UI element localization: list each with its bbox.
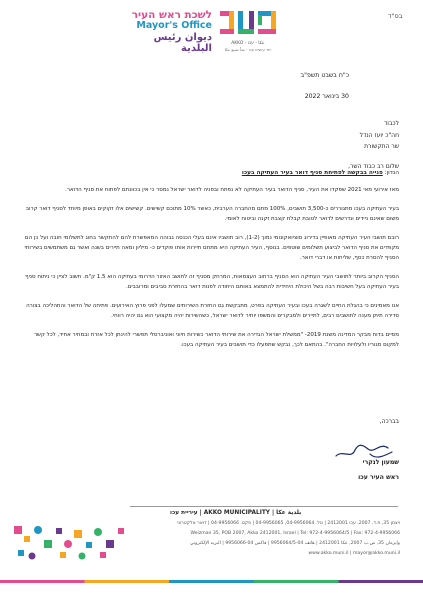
footer-color-bar bbox=[0, 580, 423, 583]
subject-line bbox=[242, 170, 399, 176]
date-hebrew: כ"ח בשבט תשפ"ב bbox=[300, 72, 349, 79]
logo-tagline: יחד עושים עכו · معاً نصنع عكا bbox=[224, 47, 272, 52]
office-name-english: Mayor's Office bbox=[136, 20, 212, 32]
recipient-block bbox=[348, 118, 399, 172]
letter-body bbox=[23, 185, 399, 358]
footer-address-arabic: وايزمان 35, ص.ب 2007, عكا 2412001 | هاتف 04-9956064/5 | فاكس 04-9956066 | البريد الإلكتروني bbox=[190, 541, 400, 546]
office-name-hebrew: לשכת ראש העיר bbox=[131, 9, 212, 21]
logo-subtitle: AKKO - عكا - עכו bbox=[231, 41, 265, 46]
paragraph: מסיים בדוח מבקר המדינה משנת 2019- "ממשלת ישראל הגדירה את שירותי הדואר כשירות חיוני ואוניברסלי תפשרי להינתן לכל אזרח ובמחיר אחיד, לכל קשר למקום מגוריו ולעלויות החברה". בהתאם לכך, נבקש שתפעלו כדי תושבים בעיר העתיקה בעכו. bbox=[33, 331, 399, 348]
bsd-mark: בס"ד bbox=[388, 12, 403, 20]
greeting: שלום רב כבוד השר, bbox=[348, 162, 399, 170]
date-gregorian: 30 בינואר 2022 bbox=[304, 93, 349, 100]
paragraph: מאז אירועי מאי 2021 שפקדו את העיר, סניף הדואר בעיר העתיקה לא נפתח ובפניה לדואר ישראל נמסר כי אין בכוונתם לפתוח את סניף הדואר. bbox=[65, 187, 399, 193]
signatory-title: ראש העיר עכו bbox=[358, 474, 399, 481]
footer-divider bbox=[130, 506, 398, 507]
signatory-name: שמעון לנקרי bbox=[362, 459, 399, 466]
footer-decorative-pattern bbox=[12, 522, 132, 566]
paragraph: רובם תושבי העיר העתיקה מאופיין בדירוג סוציואקונומי נמוך (1-2), רוב תושביו אינם בעלי הכנסה גבוהה המאפשרת להם להתקשר בחוג לתשלומי חובה ועל כן הם מקפדים את סניף הדואר לביצוע תשלומים שוטפים. בנוסף, העיר העתיקה היא מתחם תיירות אותו פוקדים כ- מיליון ומאה תיירים בשנה ואשר גם משתמשים בשירותי הסניף להסרת כסף, שליחות או דברי דואר. bbox=[24, 234, 399, 262]
recipient-name: חה"כ יועז הנדל bbox=[359, 131, 399, 139]
footer-org-name: עיריית עכו | AKKO MUNICIPALITY | بلدية عكا bbox=[170, 510, 302, 516]
footer-web-email: www.akko.muni.il | mayor@akko.muni.il bbox=[308, 551, 400, 556]
paragraph: אנו מאמינים כי בהגלת החיים לשגרה בעכו ובעיר העתיקה בפרט, מתבקשת גם החזרת השירותים שמעלו לפני פרוץ האירועים. פתיחה של הדואר והתהליכה בצורה סדירה תיתן מענה לתושבים רבים, לתיירים ולמבקרים והמשפו יותיר לדואר ישראל, כשהשירות יהיה מקצועי הוא גם יהיה רווחי. bbox=[26, 302, 399, 319]
footer-address-english: Weizman 35, POB 2007, Akko 2412001, Israel | Tel: 972-4-9956064/5 | Fax: 972-4-9956066 bbox=[190, 531, 400, 536]
footer-address-hebrew: ויצמן 35, ת.ד. 2007, עכו 2412001 | טל. 04-9956064, 04-9956065 | פקס. 04-9956066 | דואר אלקטרוני bbox=[177, 521, 400, 526]
subject-label: הנדון: bbox=[384, 170, 399, 176]
recipient-role: שר התקשורת bbox=[364, 143, 399, 151]
closing: בברכה, bbox=[379, 418, 399, 425]
mayor-office-block bbox=[128, 9, 212, 55]
paragraph: הסניף הקרוב ביותר לתושבי העיר העתיקה הוא הסניף ברחוב העצמאות, המרחק מסניף זה לתושב האזור הדרומי בעתיקה הוא 1.5 ק"מ. חשוב לציין כי ניתוח סניף בעיר העתיקה בעל חשיבות רבה בשל היכולת היחידית להתמצא באותם היחודה לפנות דואר בהחזרת סביבים ומרובבים. bbox=[25, 273, 399, 290]
paragraph: בעיר העתיקה בעכו מתגוררים כ-3,500 תושבים, 100% מתם מהחברה הערבית, כאשר 10% מתוכם קשישים. קשישים אלו זקוקים באופן מיוחד לסניף דואר קרוב משום שאינם ניידים ונדרשים לדואר לטובת קבלת קצבת זקנה וביטוח לאומי. bbox=[25, 205, 399, 222]
subject-text: פנייה בבקשה לפתיחת סניף דואר בעיר העתיקה בעכו bbox=[241, 170, 383, 176]
office-name-arabic: ديوان رئيس البلدية bbox=[153, 31, 212, 55]
recipient-label: לכבוד bbox=[384, 120, 399, 127]
